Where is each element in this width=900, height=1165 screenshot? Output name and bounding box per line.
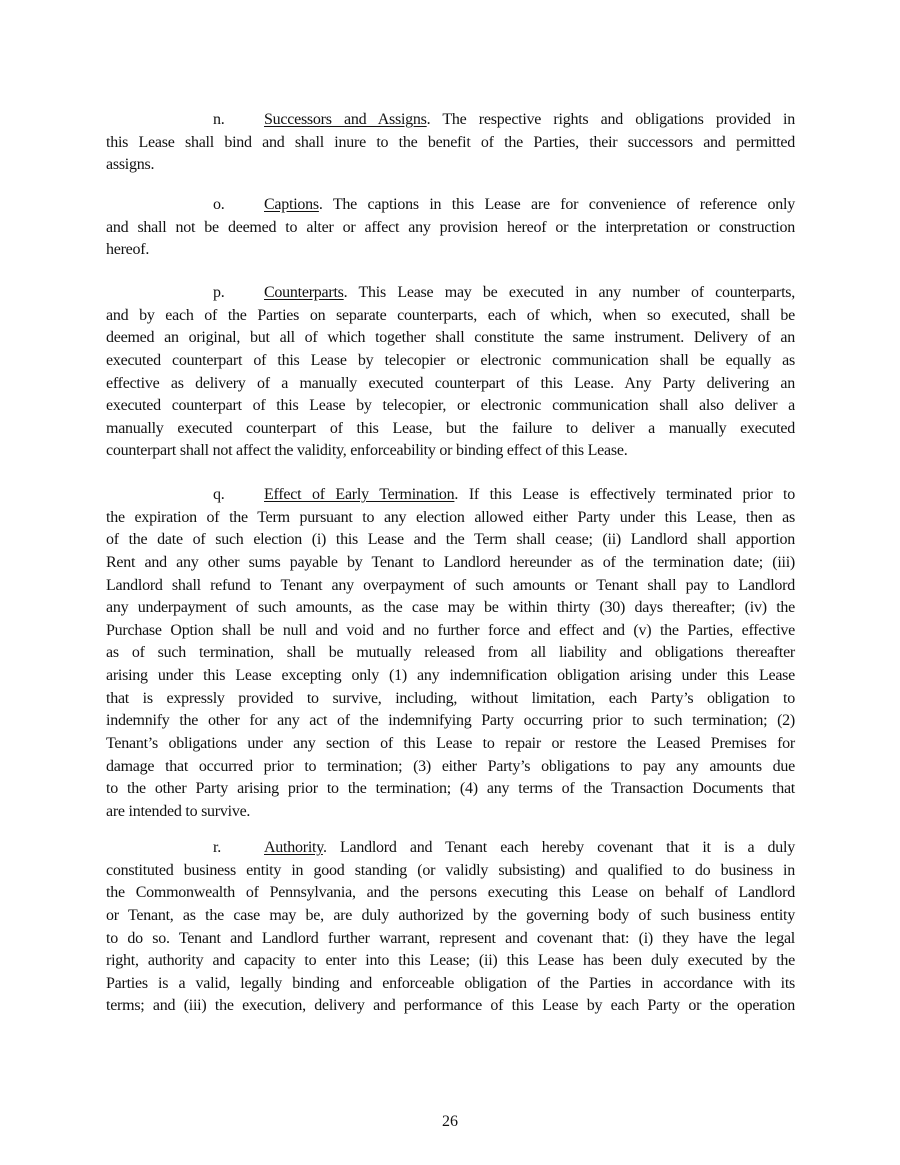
- text-line: counterpart shall not affect the validity, enforceability or binding effect of this Lease.: [106, 442, 628, 460]
- text-line: that is expressly provided to survive, including, without limitation, each Party’s obligation to: [106, 689, 795, 707]
- text-line: and by each of the Parties on separate counterparts, each of which, when so executed, shall be: [106, 306, 795, 324]
- section-heading: Successors and Assigns: [264, 111, 427, 128]
- paragraph-n: [106, 109, 795, 177]
- page-number: 26: [442, 1113, 458, 1130]
- section-text: . If this Lease is effectively terminated prior to: [454, 486, 795, 503]
- text-line: indemnify the other for any act of the indemnifying Party occurring prior to such termination; (2): [106, 712, 795, 730]
- section-heading: Authority: [264, 839, 323, 856]
- text-line: Rent and any other sums payable by Tenant to Landlord hereunder as of the termination date; (iii): [106, 553, 795, 571]
- text-line: Tenant’s obligations under any section of this Lease to repair or restore the Leased Premises for: [106, 735, 795, 753]
- section-heading: Captions: [264, 196, 319, 213]
- text-line: hereof.: [106, 241, 150, 259]
- paragraph-q: [106, 484, 795, 824]
- text-line: the Commonwealth of Pennsylvania, and the persons executing this Lease on behalf of Landlord: [106, 884, 795, 902]
- text-line: assigns.: [106, 156, 155, 174]
- text-line: to the other Party arising prior to the termination; (4) any terms of the Transaction Documents that: [106, 780, 795, 798]
- text-line: executed counterpart of this Lease by telecopier, or electronic communication shall also deliver a: [106, 397, 795, 415]
- paragraph-first-line: [106, 282, 795, 305]
- paragraph-o: [106, 194, 795, 262]
- text-line: and shall not be deemed to alter or affect any provision hereof or the interpretation or construction: [106, 218, 795, 236]
- paragraph-first-line: [106, 194, 795, 217]
- text-line: effective as delivery of a manually executed counterpart of this Lease. Any Party delivering an: [106, 374, 795, 392]
- section-label: q.: [213, 486, 225, 503]
- text-line: or Tenant, as the case may be, are duly authorized by the governing body of such business entity: [106, 906, 795, 924]
- text-line: right, authority and capacity to enter into this Lease; (ii) this Lease has been duly executed by the: [106, 952, 795, 970]
- text-line: constituted business entity in good standing (or validly subsisting) and qualified to do business in: [106, 861, 795, 879]
- text-line: Purchase Option shall be null and void and no further force and effect and (v) the Parties, effective: [106, 621, 795, 639]
- text-line: arising under this Lease excepting only (1) any indemnification obligation arising under this Lease: [106, 667, 795, 685]
- section-label: n.: [213, 111, 225, 128]
- text-line: this Lease shall bind and shall inure to the benefit of the Parties, their successors and permitted: [106, 133, 795, 151]
- section-label: o.: [213, 196, 225, 213]
- text-line: Parties is a valid, legally binding and enforceable obligation of the Parties in accordance with its: [106, 974, 795, 992]
- text-line: are intended to survive.: [106, 802, 251, 820]
- text-line: damage that occurred prior to termination; (3) either Party’s obligations to pay any amounts due: [106, 757, 795, 775]
- section-label: r.: [213, 839, 221, 856]
- section-text: . This Lease may be executed in any number of counterparts,: [343, 284, 795, 301]
- section-text: . The respective rights and obligations provided in: [426, 111, 796, 128]
- section-text: . Landlord and Tenant each hereby covenant that it is a duly: [322, 839, 795, 856]
- section-heading: Effect of Early Termination: [264, 486, 455, 503]
- text-line: to do so. Tenant and Landlord further warrant, represent and covenant that: (i) they have the legal: [106, 929, 795, 947]
- paragraph-p: [106, 282, 795, 463]
- text-line: Landlord shall refund to Tenant any overpayment of such amounts or Tenant shall pay to Landlord: [106, 576, 795, 594]
- text-line: of the date of such election (i) this Lease and the Term shall cease; (ii) Landlord shall apportion: [106, 531, 795, 549]
- section-heading: Counterparts: [264, 284, 344, 301]
- paragraph-first-line: [106, 837, 795, 860]
- section-label: p.: [213, 284, 225, 301]
- text-line: as of such termination, shall be mutually released from all liability and obligations thereafter: [106, 644, 795, 662]
- text-line: deemed an original, but all of which together shall constitute the same instrument. Delivery of an: [106, 329, 795, 347]
- text-line: manually executed counterpart of this Lease, but the failure to deliver a manually executed: [106, 419, 795, 437]
- paragraph-first-line: [106, 109, 795, 132]
- paragraph-r: [106, 837, 795, 1018]
- section-text: . The captions in this Lease are for convenience of reference only: [318, 196, 795, 213]
- text-line: the expiration of the Term pursuant to any election allowed either Party under this Lease, then as: [106, 508, 795, 526]
- text-line: executed counterpart of this Lease by telecopier or electronic communication shall be equally as: [106, 351, 795, 369]
- paragraph-first-line: [106, 484, 795, 507]
- text-line: any underpayment of such amounts, as the case may be within thirty (30) days thereafter; (iv) the: [106, 599, 795, 617]
- text-line: terms; and (iii) the execution, delivery and performance of this Lease by each Party or the operation: [106, 997, 795, 1015]
